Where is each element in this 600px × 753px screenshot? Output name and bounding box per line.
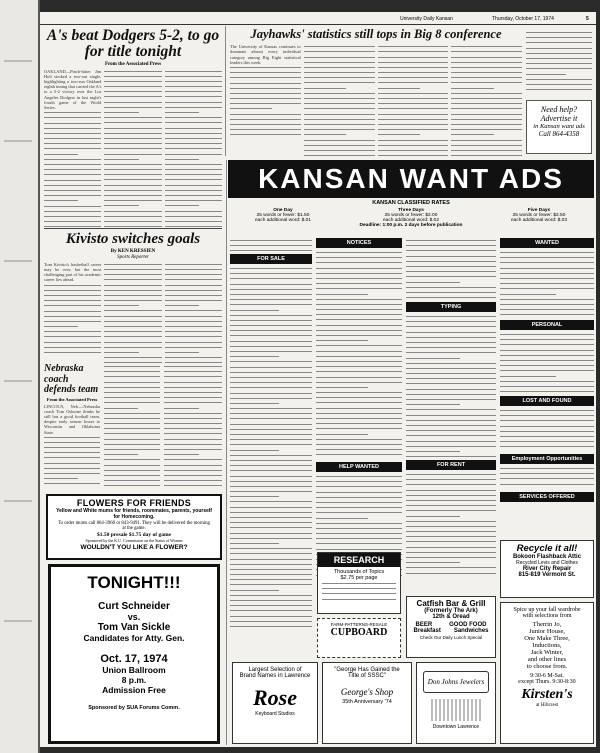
debate-office: Candidates for Atty. Gen.: [83, 633, 185, 643]
page-number: 5: [586, 16, 589, 22]
rate-five-day-price: 25 words or fewer: $2.50: [512, 213, 566, 218]
rate-deadline: Deadline: 1:00 p.m. 2 days before publication: [359, 223, 463, 228]
flowers-sponsor: Sponsored by the K.U. Commission on the Status of Women: [85, 538, 183, 543]
lede-nebraska: LINCOLN, Neb.—Nebraska coach Tom Osborne thinks he still has a good football team, despite early season losses to Wisconsin and Oklahoma State.: [44, 403, 100, 435]
debate-ad: [48, 564, 220, 744]
jewelers-addr: Downtown Lawrence: [432, 724, 480, 730]
research-ad: [317, 552, 401, 614]
section-help-wanted: HELP WANTED: [316, 462, 402, 472]
catfish-breakfast: Breakfast: [413, 628, 441, 634]
body-text-line: [406, 295, 496, 300]
kirstens-hours1: 9:30-6 M-Sat.: [530, 673, 564, 679]
kirstens-line8: and other lines: [527, 656, 567, 663]
kirstens-line7: Jack Winter,: [530, 649, 564, 656]
body-text-line: [500, 312, 594, 317]
body-text-line: [230, 624, 312, 629]
flowers-line1: Yellow and White mums for friends, roommates, parents, yourself for Homecoming.: [56, 508, 212, 520]
kirstens-line9: to choose from.: [526, 663, 568, 670]
debate-date: Oct. 17, 1974: [100, 653, 168, 665]
section-personal: PERSONAL: [500, 320, 594, 330]
need-help-line1: Need help?: [540, 105, 578, 114]
george-line2: Title of SSSC": [348, 673, 386, 679]
rose-line2: Brand Names in Lawrence: [239, 673, 311, 679]
rate-three-day: [356, 208, 466, 228]
rate-three-day-label: Three Days: [398, 208, 424, 213]
body-text-line: [104, 483, 160, 488]
recycle-line3: River City Repair: [522, 566, 572, 572]
section-for-sale: FOR SALE: [230, 254, 312, 264]
section-employment: Employment Opportunities: [500, 454, 594, 464]
catfish-ad: [406, 596, 496, 658]
byline-dodgers: From the Associated Press: [104, 61, 162, 67]
story-jayhawks: [230, 28, 522, 156]
kirstens-line4: Junior House,: [528, 628, 566, 635]
body-text-line: [44, 350, 101, 355]
rate-one-day-label: One Day: [273, 208, 293, 213]
headline-jayhawks: Jayhawks' statistics still tops in Big 8 conference: [250, 28, 502, 41]
section-lost-found: LOST AND FOUND: [500, 396, 594, 406]
catfish-title: Catfish Bar & Grill: [416, 599, 486, 608]
story-jayhawks-cont: [526, 30, 592, 96]
research-line1: Thousands of Topics: [333, 569, 385, 575]
flowers-title: FLOWERS FOR FRIENDS: [76, 498, 192, 508]
rate-five-day-extra: each additional word: $.03: [510, 218, 567, 223]
body-text-line: [500, 389, 594, 394]
jewelers-illustration: [431, 699, 481, 721]
section-notices: NOTICES: [316, 238, 402, 248]
body-text-line: [406, 454, 496, 458]
want-ads-banner: KANSAN WANT ADS: [228, 160, 594, 198]
body-text-line: [500, 444, 594, 449]
rate-five-day-label: Five Days: [527, 208, 551, 213]
debate-vs: vs.: [127, 612, 141, 622]
rose-sub: Keyboard Studios: [255, 711, 295, 717]
flowers-tagline: WOULDN'T YOU LIKE A FLOWER?: [80, 544, 188, 551]
body-text-line: [316, 452, 402, 457]
debate-candidate-2: Tom Van Sickle: [97, 622, 171, 633]
page-header: [40, 14, 596, 24]
need-help-line3: in Kansan want ads: [533, 123, 585, 130]
rate-one-day-extra: each additional word: $.01: [254, 218, 311, 223]
recycle-line1: Bokoon Flashback Attic: [512, 554, 582, 560]
kirstens-ad: [500, 602, 594, 744]
catfish-sandwiches: Sandwiches: [453, 628, 489, 634]
story-dodgers: [44, 28, 222, 228]
body-text-line: [322, 597, 396, 602]
section-services: SERVICES OFFERED: [500, 492, 594, 502]
byline-nebraska: From the Associated Press: [46, 396, 98, 402]
story-kivisto: [44, 232, 222, 364]
newspaper-page: [40, 12, 596, 747]
classified-col-c: [406, 238, 496, 596]
george-name: George's Shop: [340, 687, 394, 697]
george-line1: "George Has Gained the: [334, 667, 400, 673]
catfish-addr: 12th & Oread: [432, 614, 470, 620]
body-text-line: [164, 483, 222, 488]
story-nebraska-cont: [104, 364, 160, 492]
body-text-line: [500, 482, 594, 487]
rate-three-day-price: 25 words or fewer: $2.00: [384, 213, 438, 218]
body-text-line: [304, 153, 375, 156]
kirstens-line3: Therrin Jo,: [532, 621, 562, 628]
body-text-line: [406, 571, 496, 576]
cupboard-title: CUPBOARD: [330, 627, 388, 638]
kirstens-sub: at Hillcrest: [535, 703, 559, 708]
george-sub: 35th Anniversary '74: [342, 699, 392, 705]
rose-ad: [232, 662, 318, 744]
section-wanted: WANTED: [500, 238, 594, 248]
research-line2: $2.75 per page: [340, 575, 378, 581]
classified-col-d: [500, 238, 594, 538]
debate-sponsor: Sponsored by SUA Forums Comm.: [88, 705, 180, 711]
rate-one-day-price: 25 words or fewer: $1.50: [256, 213, 310, 218]
body-text-line: [230, 132, 301, 137]
george-ad: [322, 662, 412, 744]
rate-three-day-extra: each additional word: $.02: [382, 218, 439, 223]
research-title: RESEARCH: [318, 553, 400, 567]
rose-name: Rose: [253, 685, 297, 710]
kirstens-line6: Inductions,: [532, 642, 562, 649]
rates-title: KANSAN CLASSIFIED RATES: [372, 200, 450, 206]
debate-candidate-1: Curt Schneider: [98, 601, 170, 612]
adjacent-page-edge: [0, 0, 40, 753]
body-text-line: [451, 153, 522, 156]
kirstens-name: Kirsten's: [521, 687, 573, 702]
kirstens-line2: with selections from: [522, 613, 572, 619]
kirstens-line5: One Make Three,: [524, 635, 570, 642]
need-help-line4: Call 864-4358: [538, 130, 580, 138]
rate-five-day: [484, 208, 594, 223]
paper-name: University Daily Kansan: [400, 16, 453, 22]
recycle-line2: Recycled Levis and Clothes: [516, 560, 578, 566]
classified-rates: [228, 200, 594, 234]
flowers-price: $1.50 presale $1.75 day of game: [97, 532, 171, 538]
flowers-ad: [46, 494, 222, 560]
recycle-line4: 815-819 Vermont St.: [518, 572, 576, 578]
cupboard-line1: FARM-PATTERNS-RESALE: [330, 622, 388, 627]
debate-admission: Admission Free: [102, 685, 166, 695]
body-text-line: [44, 481, 100, 486]
kirstens-hours2: except Thurs. 9:30-8:30: [518, 679, 576, 685]
flowers-line2: To order mums call 864-3960 or 843-9491. They will be delivered the morning at the game.: [58, 521, 210, 531]
catfish-note: Check Our Daily Lunch Special: [419, 635, 483, 640]
headline-kivisto: Kivisto switches goals: [65, 232, 201, 247]
lede-jayhawks: The University of Kansas continues to dominate almost every individual category among Big Eight statistical leaders this week.: [230, 44, 301, 65]
recycle-title: Recycle it all!: [516, 543, 578, 554]
catfish-food: GOOD FOOD: [449, 622, 487, 628]
catfish-beer: BEER: [415, 622, 433, 628]
classified-col-a: [230, 238, 312, 638]
lede-kivisto: Tom Kivisto's basketball career may be over, but the most challenging part of his academic career lies ahead.: [44, 261, 102, 283]
byline-kivisto-role: Sports Reporter: [117, 254, 149, 260]
headline-dodgers: A's beat Dodgers 5-2, to go for title tonight: [46, 28, 220, 61]
need-help-ad: [526, 100, 592, 154]
need-help-line2: Advertise it: [540, 114, 578, 123]
cupboard-ad: [317, 618, 401, 658]
story-nebraska: [44, 364, 100, 492]
recycle-ad: [500, 540, 594, 598]
jewelers-ad: [416, 662, 496, 744]
catfish-sub: (Formerly The Ark): [424, 608, 478, 614]
rose-line1: Largest Selection of: [248, 667, 302, 673]
story-nebraska-cont-2: [164, 364, 222, 492]
byline-kivisto: By KEN KRESSIEN: [110, 248, 156, 254]
debate-time: 8 p.m.: [121, 675, 147, 685]
body-text-line: [378, 153, 449, 156]
debate-place: Union Ballroom: [102, 665, 166, 675]
lede-dodgers: OAKLAND—Pinch-hitter Jim Holt stroked a two-out single, highlighting a two-run Oakland eighth inning that carried the A's to a 5-2 victory over the Los Angeles Dodgers in last night's fourth game of the World Series.: [44, 68, 102, 110]
issue-date: Thursday, October 17, 1974: [492, 16, 554, 22]
section-for-rent: FOR RENT: [406, 460, 496, 470]
jewelers-name: Don Johns Jewelers: [423, 671, 489, 693]
headline-nebraska: Nebraska coach defends team: [44, 364, 99, 395]
kirstens-line1: Spice up your fall wardrobe: [513, 607, 581, 613]
debate-title: TONIGHT!!!: [87, 573, 181, 592]
body-text-line: [526, 87, 592, 92]
body-text-line: [230, 248, 312, 252]
rate-one-day: [228, 208, 338, 223]
section-typing: TYPING: [406, 302, 496, 312]
